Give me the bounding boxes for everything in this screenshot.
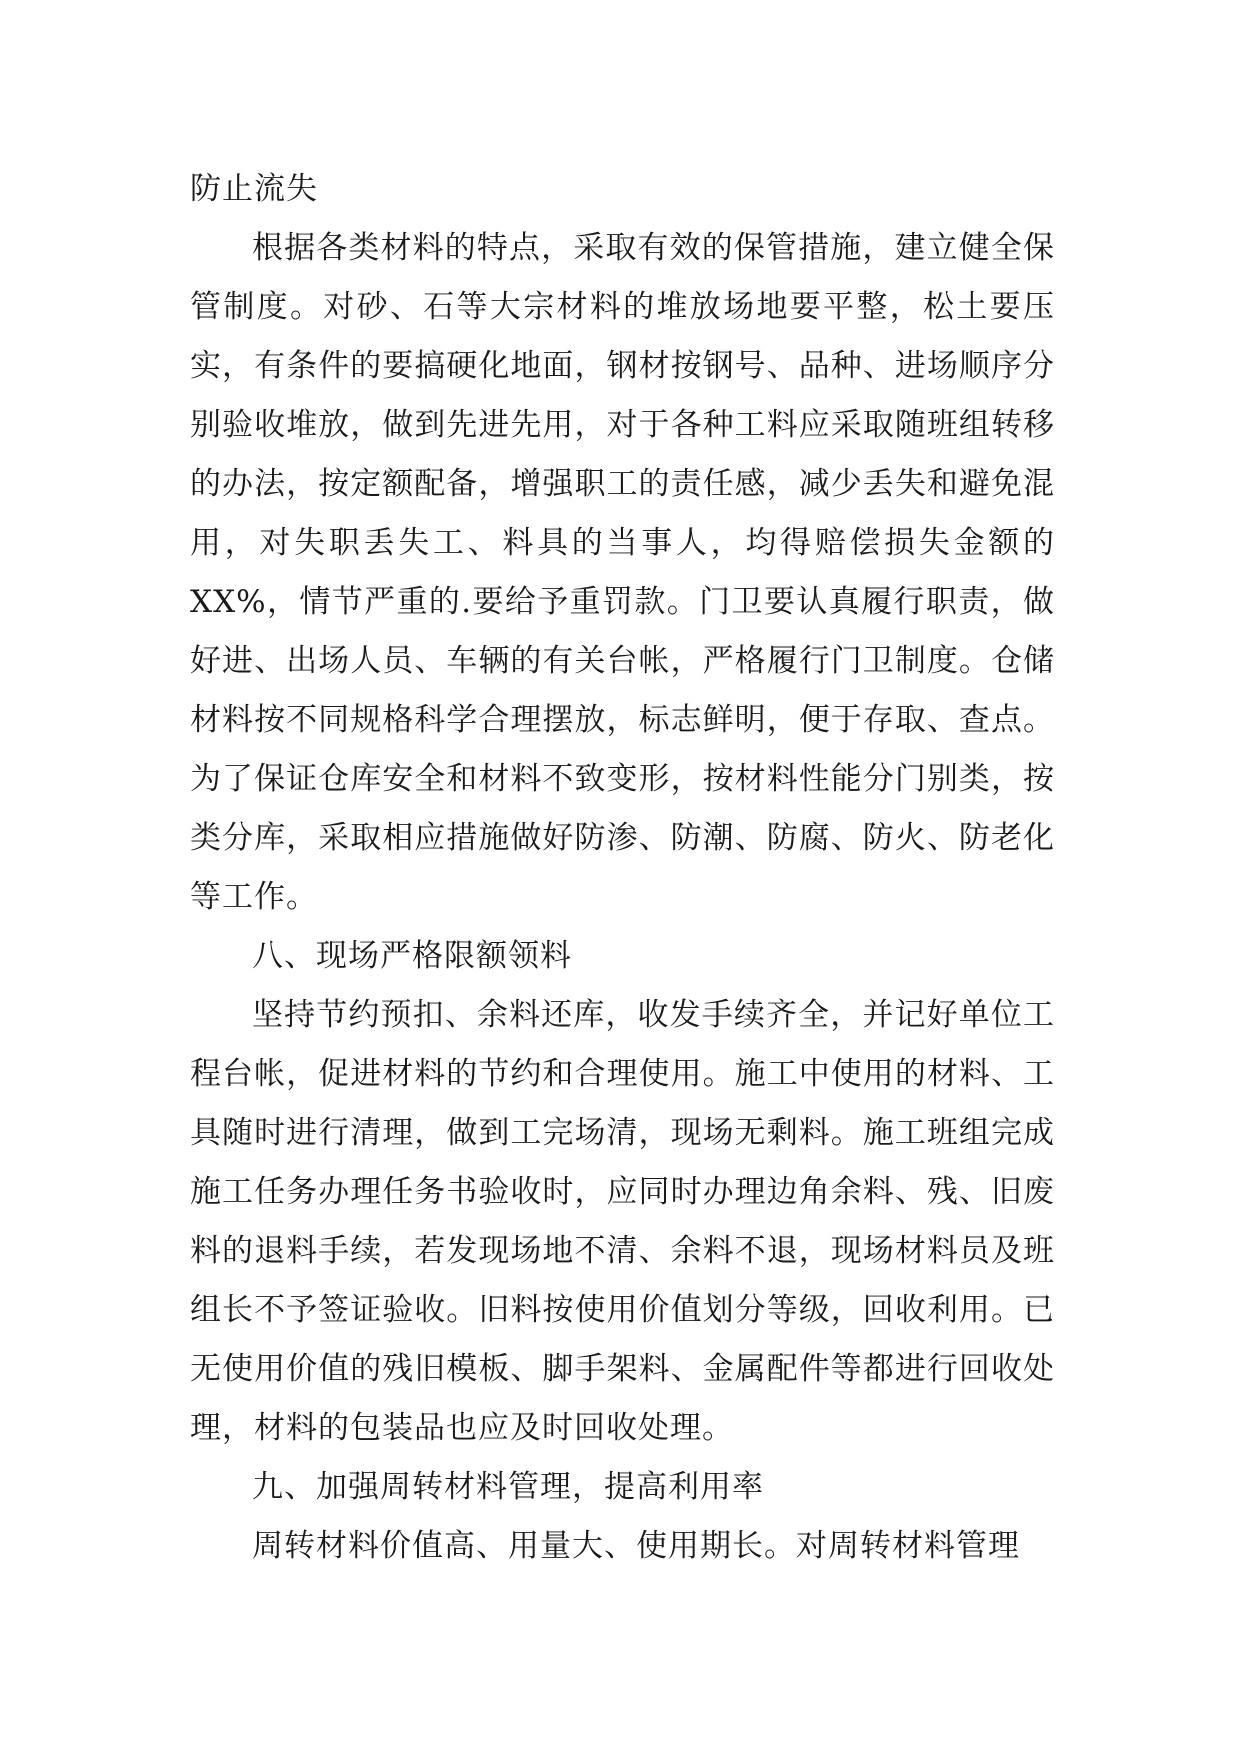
paragraph-storage-measures: 根据各类材料的特点，采取有效的保管措施，建立健全保管制度。对砂、石等大宗材料的堆放场地要平整，松土要压实，有条件的要搞硬化地面，钢材按钢号、品种、进场顺序分别验收堆放，做到先进先用，对于各种工料应采取随班组转移的办法，按定额配备，增强职工的责任感，减少丢失和避免混用，对失职丢失工、料具的当事人，均得赔偿损失金额的XX%，情节严重的.要给予重罚款。门卫要认真履行职责，做好进、出场人员、车辆的有关台帐，严格履行门卫制度。仓储材料按不同规格科学合理摆放，标志鲜明，便于存取、查点。为了保证仓库安全和材料不致变形，按材料性能分门别类，按类分库，采取相应措施做好防渗、防潮、防腐、防火、防老化等工作。 xyxy=(190,230,1055,915)
paragraph-material-quota: 坚持节约预扣、余料还库，收发手续齐全，并记好单位工程台帐，促进材料的节约和合理使用。施工中使用的材料、工具随时进行清理，做到工完场清，现场无剩料。施工班组完成施工任务办理任务书验收时，应同时办理边角余料、残、旧废料的退料手续，若发现场地不清、余料不退，现场材料员及班组长不予签证验收。旧料按使用价值划分等级，回收利用。已无使用价值的残旧模板、脚手架料、金属配件等都进行回收处理，材料的包装品也应及时回收处理。 xyxy=(190,997,1055,1446)
paragraph-turnover-materials: 周转材料价值高、用量大、使用期长。对周转材料管理 xyxy=(252,1528,1020,1564)
paragraph-fragment: 防止流失 xyxy=(190,171,318,207)
document-page xyxy=(190,160,1055,1576)
section-heading-9: 九、加强周转材料管理，提高利用率 xyxy=(252,1469,764,1505)
section-heading-8: 八、现场严格限额领料 xyxy=(252,938,572,974)
